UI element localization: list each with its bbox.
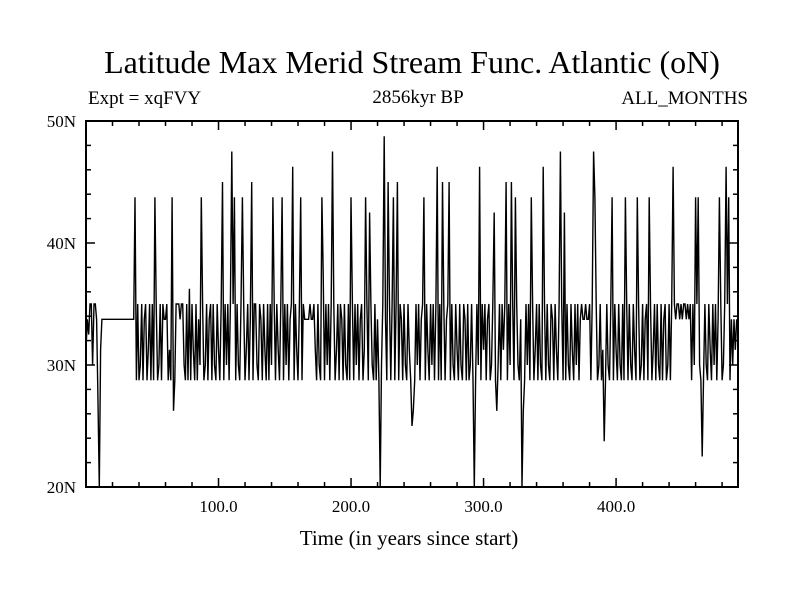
chart-title: Latitude Max Merid Stream Func. Atlantic (oN) [104,44,720,80]
series-line [86,136,737,487]
x-axis-title: Time (in years since start) [299,526,519,550]
x-tick-label: 100.0 [199,497,238,516]
experiment-label: Expt = xqFVY [88,88,202,109]
y-tick-label: 30N [46,356,76,375]
plot-border [86,121,738,487]
x-tick-label: 400.0 [596,497,636,516]
x-tick-labels [199,497,635,516]
y-axis-ticks [86,121,738,487]
y-tick-label: 50N [46,112,76,131]
x-tick-label: 300.0 [464,497,503,516]
y-tick-label: 20N [46,478,76,497]
x-tick-label: 200.0 [331,497,371,516]
y-tick-label: 40N [46,234,76,253]
months-label: ALL_MONTHS [621,88,748,109]
x-axis-ticks [113,121,723,487]
time-bp-label: 2856kyr BP [372,87,464,108]
y-tick-labels [47,112,76,497]
